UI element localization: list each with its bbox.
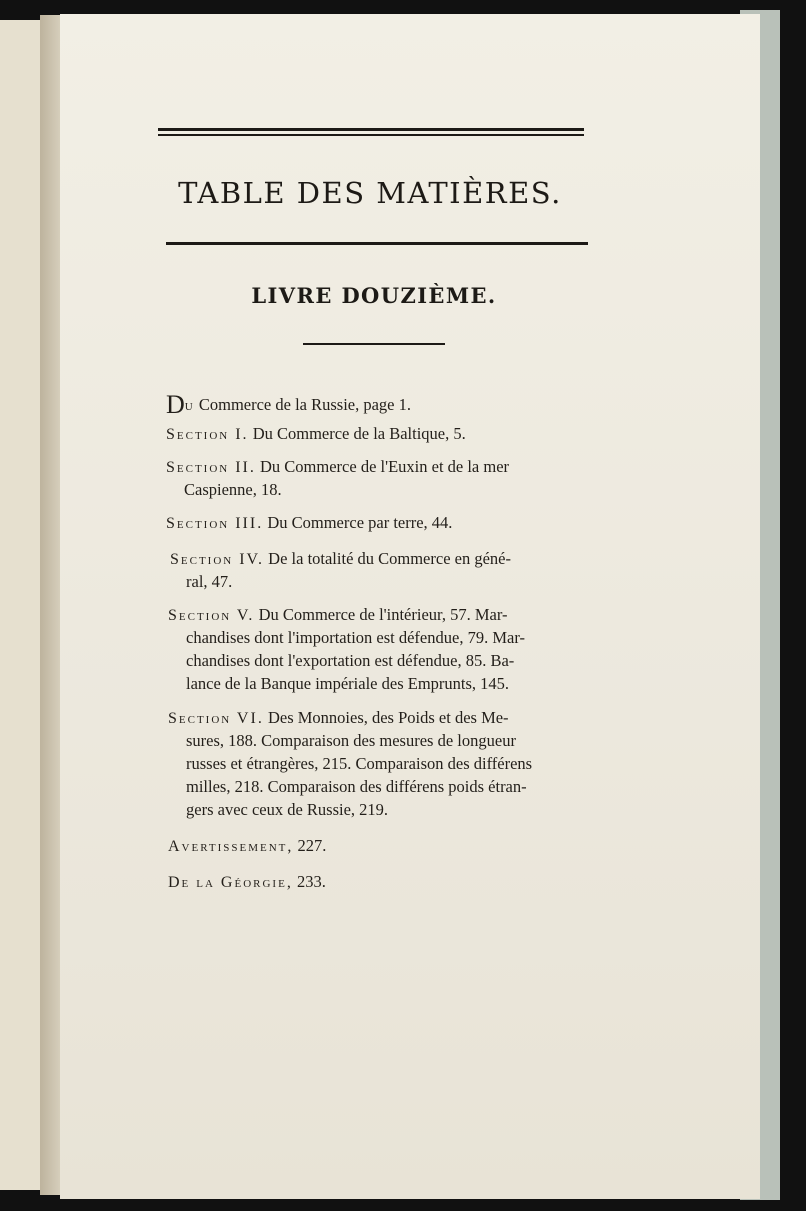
entry-text: Du Commerce par terre, 44. [263, 513, 453, 532]
toc-entry-4-line-1 [166, 513, 452, 533]
drop-letter: D [166, 390, 185, 419]
toc-entry-7-line-4 [186, 777, 527, 797]
toc-entry-6-line-4 [186, 674, 509, 694]
entry-text: Des Monnoies, des Poids et des Me- [263, 708, 509, 727]
toc-entry-6-line-1 [168, 605, 508, 625]
toc-entry-6-line-2 [186, 628, 525, 648]
toc-entry-7-line-3 [186, 754, 532, 774]
entry-text: chandises dont l'importation est défendue, 79. Mar- [186, 628, 525, 647]
section-label: Section VI. [168, 710, 264, 727]
entry-text: gers avec ceux de Russie, 219. [186, 800, 389, 819]
entry-text: milles, 218. Comparaison des différens poids étran- [186, 777, 527, 796]
section-label: Section I. [166, 426, 249, 443]
entry-text: 233. [292, 872, 326, 891]
toc-entry-5-line-2 [186, 572, 232, 592]
toc-entry-3-line-2 [184, 480, 282, 500]
short-rule [303, 343, 445, 345]
top-double-rule-lower [158, 134, 584, 136]
entry-text: Du Commerce de la Baltique, 5. [248, 424, 466, 443]
toc-entry-2-line-1 [166, 424, 466, 444]
section-label: Section II. [166, 459, 256, 476]
entry-text: Du Commerce de l'Euxin et de la mer [255, 457, 510, 476]
toc-entry-5-line-1 [170, 549, 511, 569]
toc-entry-6-line-3 [186, 651, 514, 671]
entry-text: Commerce de la Russie, page 1. [194, 395, 412, 414]
section-label: Avertissement, [168, 838, 294, 855]
entry-text: sures, 188. Comparaison des mesures de longueur [186, 731, 516, 750]
toc-entry-8-line-1 [168, 836, 326, 856]
entry-text: Caspienne, 18. [184, 480, 282, 499]
toc-entry-7-line-1 [168, 708, 509, 728]
top-double-rule-upper [158, 128, 584, 131]
toc-entry-9-line-1 [168, 872, 326, 892]
entry-text: 227. [293, 836, 327, 855]
toc-entry-1-line-1 [166, 390, 411, 420]
section-label: De la Géorgie, [168, 874, 293, 891]
title-rule [166, 242, 588, 245]
entry-text: Du Commerce de l'intérieur, 57. Mar- [254, 605, 508, 624]
section-label: Section V. [168, 607, 255, 624]
entry-text: russes et étrangères, 215. Comparaison des différens [186, 754, 533, 773]
toc-entry-3-line-1 [166, 457, 509, 477]
entry-text: De la totalité du Commerce en géné- [264, 549, 511, 568]
toc-entry-7-line-2 [186, 731, 516, 751]
book-heading: LIVRE DOUZIÈME. [251, 283, 497, 308]
entry-text: lance de la Banque impériale des Emprunts, 145. [186, 674, 510, 693]
entry-text: ral, 47. [186, 572, 233, 591]
page-title: TABLE DES MATIÈRES. [178, 176, 562, 210]
section-label: Section III. [166, 515, 264, 532]
section-label: Section IV. [170, 551, 265, 568]
toc-entry-7-line-5 [186, 800, 388, 820]
section-label: u [184, 397, 195, 414]
entry-text: chandises dont l'exportation est défendue, 85. Ba- [186, 651, 515, 670]
